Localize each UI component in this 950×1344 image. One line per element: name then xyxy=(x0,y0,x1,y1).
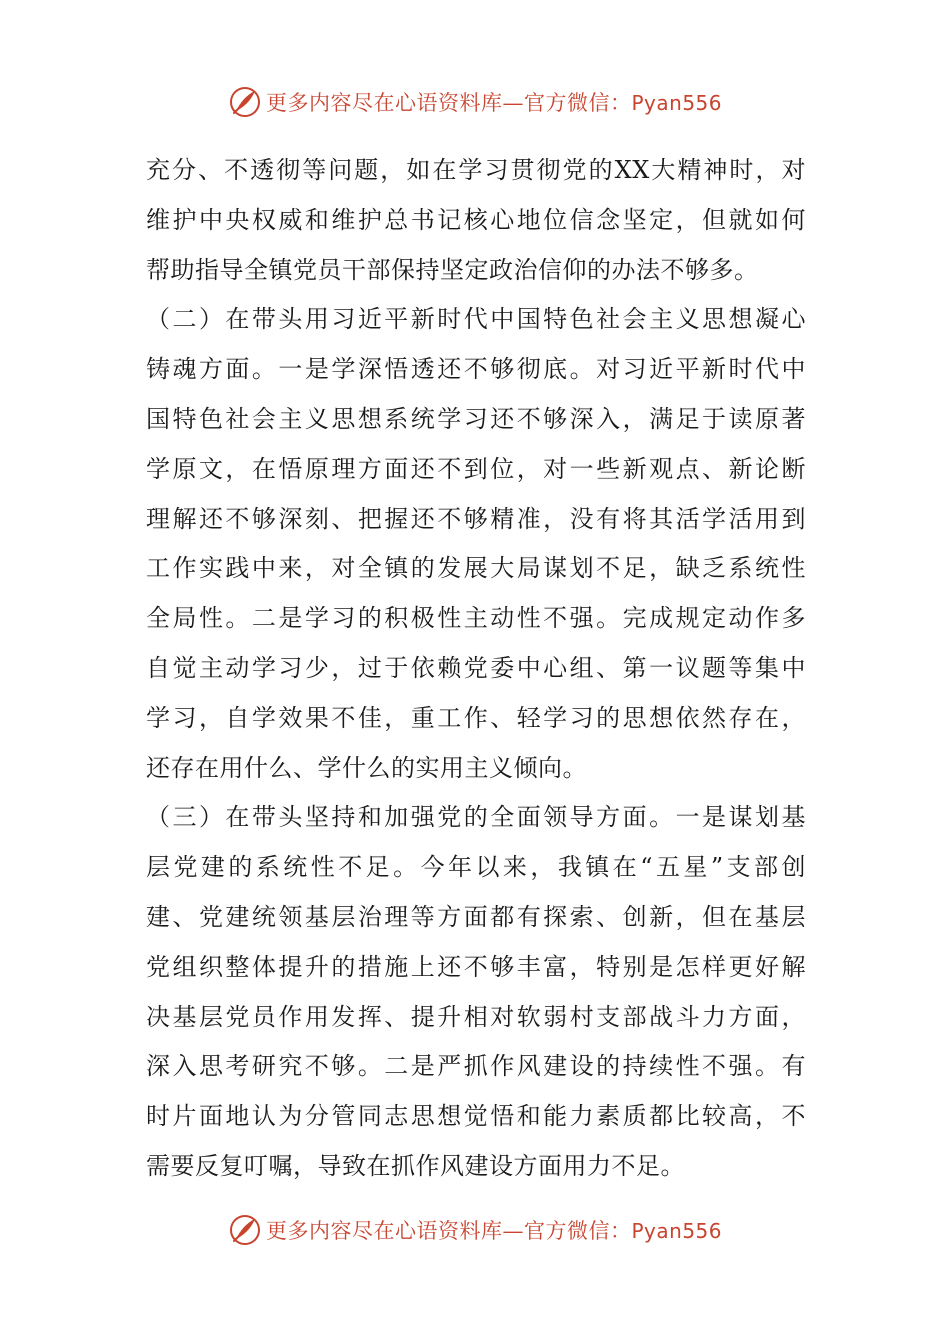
body-line: 帮助指导全镇党员干部保持坚定政治信仰的办法不够多。 xyxy=(146,255,759,284)
body-line: 学原文，在悟原理方面还不到位，对一些新观点、新论断 xyxy=(146,454,806,483)
header-banner xyxy=(0,80,950,124)
body-line: 党组织整体提升的措施上还不够丰富，特别是怎样更好解 xyxy=(146,952,806,981)
section-heading-line: （二）在带头用习近平新时代中国特色社会主义思想凝心 xyxy=(146,305,806,334)
body-line: 建、党建统领基层治理等方面都有探索、创新，但在基层 xyxy=(146,902,806,931)
body-line: 深入思考研究不够。二是严抓作风建设的持续性不强。有 xyxy=(146,1052,806,1081)
document-body xyxy=(146,146,806,1192)
body-line: 全局性。二是学习的积极性主动性不强。完成规定动作多 xyxy=(146,604,806,633)
body-line: 维护中央权威和维护总书记核心地位信念坚定，但就如何 xyxy=(146,205,806,234)
body-line: 充分、不透彻等问题，如在学习贯彻党的XX大精神时，对 xyxy=(146,156,806,184)
body-line: 需要反复叮嘱，导致在抓作风建设方面用力不足。 xyxy=(146,1151,685,1180)
body-line: 还存在用什么、学什么的实用主义倾向。 xyxy=(146,753,587,782)
body-line: 时片面地认为分管同志思想觉悟和能力素质都比较高，不 xyxy=(146,1102,806,1131)
body-line: 决基层党员作用发挥、提升相对软弱村支部战斗力方面， xyxy=(146,1002,806,1031)
header-wechat-id: Pyan556 xyxy=(631,91,722,115)
footer-banner-text: 更多内容尽在心语资料库—官方微信：Pyan556 xyxy=(265,1219,722,1243)
body-line: 国特色社会主义思想系统学习还不够深入，满足于读原著 xyxy=(146,404,806,433)
header-banner-text: 更多内容尽在心语资料库—官方微信：Pyan556 xyxy=(265,91,722,115)
body-line: 工作实践中来，对全镇的发展大局谋划不足，缺乏系统性 xyxy=(146,554,806,583)
body-line: 层党建的系统性不足。今年以来，我镇在“五星”支部创 xyxy=(146,853,806,882)
body-line: 铸魂方面。一是学深悟透还不够彻底。对习近平新时代中 xyxy=(146,355,806,384)
quill-logo-icon xyxy=(228,1213,262,1247)
quill-logo-icon xyxy=(228,85,262,119)
body-line: 学习，自学效果不佳，重工作、轻学习的思想依然存在， xyxy=(146,703,806,732)
section-heading-line: （三）在带头坚持和加强党的全面领导方面。一是谋划基 xyxy=(146,803,806,832)
body-line: 自觉主动学习少，过于依赖党委中心组、第一议题等集中 xyxy=(146,653,806,682)
footer-banner xyxy=(0,1208,950,1252)
body-line: 理解还不够深刻、把握还不够精准，没有将其活学活用到 xyxy=(146,504,806,533)
footer-wechat-id: Pyan556 xyxy=(631,1219,722,1243)
